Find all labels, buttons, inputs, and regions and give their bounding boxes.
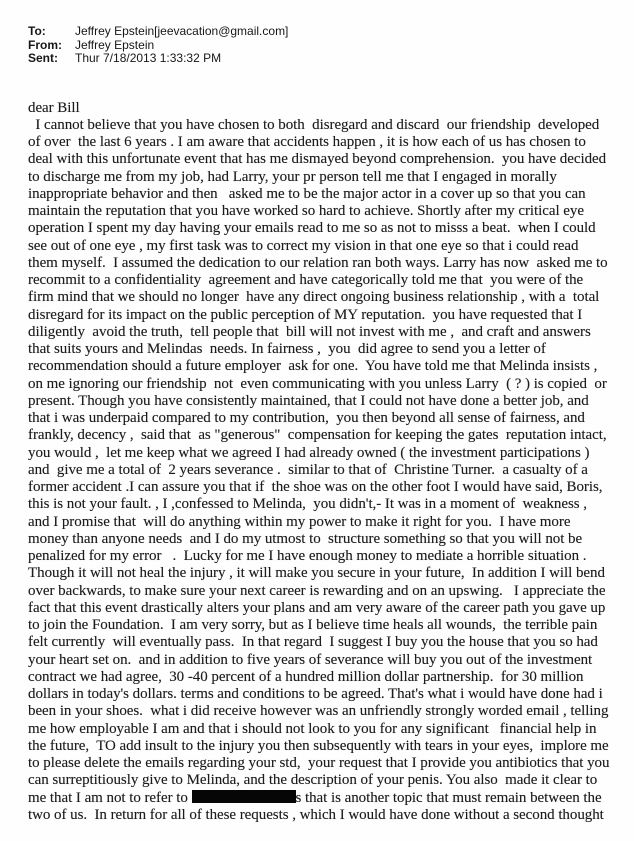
email-body xyxy=(28,99,614,825)
body-paragraph xyxy=(28,116,614,824)
sent-value: Thur 7/18/2013 1:33:32 PM xyxy=(75,51,222,65)
redaction-bar xyxy=(192,790,296,803)
body-text-before-redaction: I cannot believe that you have chosen to both disregard and discard our friendship developed of over the last 6 years . I am aware that accidents happen , it is how each of us has chosen to deal with this unfortunate event that has me dismayed beyond comprehension. you have decided to discharge me from my job, had Larry, your pr person tell me that I engaged in morally inappropriate behavior and then asked me to be the major actor in a cover up so that you can maintain the reputation that you have worked so hard to achieve. Shortly after my critical eye operation I spent my day having your emails read to me so as not to misss a beat. when I could see out of one eye , my first task was to correct my vision in that one eye so that i could read them myself. I assumed the dedication to our relation ran both ways. Larry has now asked me to recommit to a confidentiality agreement and have categorically told me that you were of the firm mind that we should no longer have any direct ongoing business relationship , with a total disregard for its impact on the public perception of MY reputation. you have requested that I diligently avoid the truth, tell people that bill will not invest with me , and craft and answers that suits yours and Melindas needs. In fairness , you did agree to send you a letter of recommendation should a future employer ask for one. You have told me that Melinda insists , on me ignoring our friendship not even communicating with you unless Larry ( ? ) is copied or present. Though you have consistently maintained, that I could not have done a better job, and that i was underpaid compared to my contribution, you then beyond all sense of fairness, and frankly, decency , said that as "generous" compensation for keeping the gates reputation intact, you would , let me keep what we agreed I had already owned ( the investment participations ) and give me a total of 2 years severance . similar to that of Christine Turner. a casualty of a former accident .I can assure you that if the shoe was on the other foot I would have said, Boris, this is not your fault. , I ,confessed to Melinda, you didn't,- It was in a moment of weakness , and I promise that will do anything within my power to make it right for you. I have more money than anyone needs and I do my utmost to structure something so that you will not be penalized for my error . Lucky for me I have enough money to mediate a horrible situation . Though it will not heal the injury , it will make you secure in your future, In addition I will bend over backwards, to make sure your next career is rewarding and on an upswing. I appreciate the fact that this event drastically alters your plans and am very aware of the career path you gave up to join the Foundation. I am very sorry, but as I believe time heals all wounds, the terrible pain felt currently will eventually pass. In that regard I suggest I buy you the house that you so had your heart set on. and in addition to five years of severance will buy you out of the investment contract we had agree, 30 -40 percent of a hundred million dollar partnership. for 30 million dollars in today's dollars. terms and conditions to be agreed. That's what i would have done had i been in your shoes. what i did receive however was an unfriendly strongly worded email , telling me how employable I am and that i should not look to you for any significant financial help in the future, TO add insult to the injury you then subsequently with tears in your eyes, implore me to please delete the emails regarding your std, your request that I provide you antibiotics that you can surreptitiously give to Melinda, and the description of your penis. You also made it clear to me that I am not to refer to xyxy=(28,116,614,806)
sent-label: Sent: xyxy=(28,51,58,65)
from-value: Jeffrey Epstein xyxy=(75,37,155,52)
header-row-from xyxy=(28,39,610,53)
salutation: dear Bill xyxy=(28,99,80,116)
header-row-to xyxy=(28,25,610,39)
header-row-sent xyxy=(28,52,610,66)
to-label: To: xyxy=(28,24,46,38)
from-label: From: xyxy=(28,37,62,52)
to-value: Jeffrey Epstein[jeevacation@gmail.com] xyxy=(75,24,289,38)
email-header xyxy=(28,25,610,66)
body-text-after-redaction: s that is another topic that must remain between the two of us. In return for all of these requests , which I would have done without a second thought xyxy=(28,789,606,823)
